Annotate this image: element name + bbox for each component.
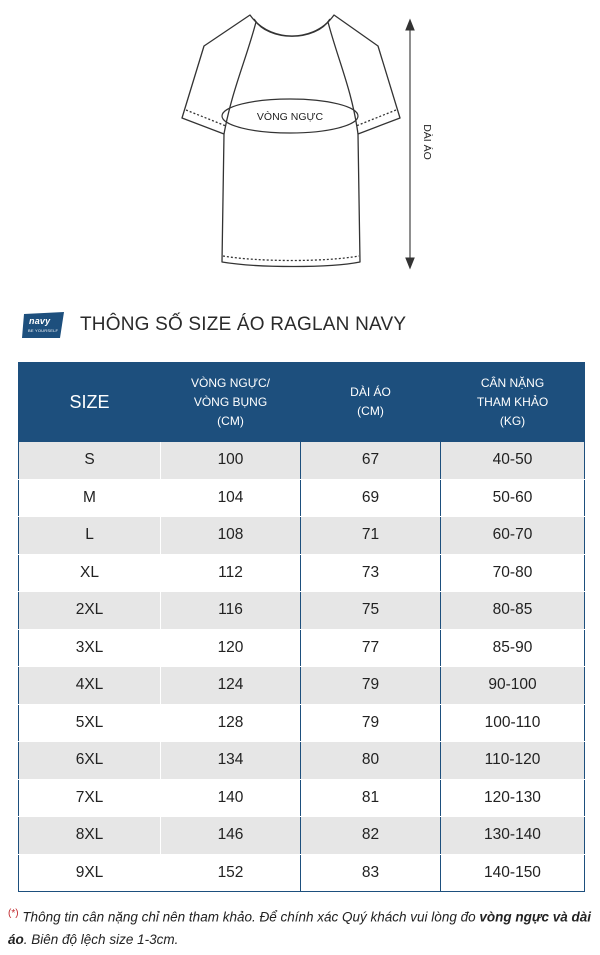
cell-weight: 110-120 [441,742,585,780]
table-row [19,817,585,855]
cell-size: S [19,442,161,479]
footnote [8,903,593,951]
cell-length: 71 [301,517,441,555]
chest-label: VÒNG NGỰC [256,111,324,123]
cell-length: 82 [301,817,441,855]
cell-weight: 80-85 [441,592,585,630]
table-row [19,554,585,592]
column-header-weight: CÂN NẶNG THAM KHẢO (KG) [441,362,585,442]
cell-chest: 104 [161,479,301,517]
table-row [19,854,585,892]
cell-weight: 70-80 [441,554,585,592]
cell-length: 75 [301,592,441,630]
cell-weight: 85-90 [441,629,585,667]
footnote-asterisk: (*) [8,908,19,919]
cell-chest: 140 [161,779,301,817]
cell-chest: 120 [161,629,301,667]
table-row [19,479,585,517]
tshirt-diagram [0,0,600,280]
cell-size: 8XL [19,817,161,855]
cell-length: 77 [301,629,441,667]
cell-size: 7XL [19,779,161,817]
cell-chest: 116 [161,592,301,630]
footnote-text-2: . Biên độ lệch size 1-3cm. [23,931,179,947]
size-chart-header [20,305,406,345]
cell-size: XL [19,554,161,592]
cell-size: M [19,479,161,517]
cell-length: 83 [301,854,441,892]
cell-chest: 100 [161,442,301,479]
cell-chest: 134 [161,742,301,780]
navy-logo [20,310,68,340]
tshirt-collar [254,19,330,36]
column-header-chest: VÒNG NGỰC/ VÒNG BỤNG (CM) [161,362,301,442]
table-row [19,592,585,630]
length-label: DÀI ÁO [421,124,433,160]
cell-size: 4XL [19,667,161,705]
cell-weight: 140-150 [441,854,585,892]
cell-weight: 100-110 [441,704,585,742]
cell-weight: 40-50 [441,442,585,479]
cell-length: 81 [301,779,441,817]
cell-chest: 128 [161,704,301,742]
raglan-seam-right [328,22,358,134]
table-row [19,667,585,705]
logo-subtext: BE YOURSELF [28,328,59,333]
cell-weight: 120-130 [441,779,585,817]
table-row [19,517,585,555]
column-header-length: DÀI ÁO (CM) [301,362,441,442]
tshirt-outline [182,15,400,267]
cell-size: 6XL [19,742,161,780]
cell-length: 73 [301,554,441,592]
column-header-size: SIZE [19,362,161,442]
cell-weight: 130-140 [441,817,585,855]
cell-size: L [19,517,161,555]
table-row [19,629,585,667]
cell-chest: 124 [161,667,301,705]
cell-chest: 146 [161,817,301,855]
footnote-bold: vòng ngực và dài áo [8,909,592,947]
footnote-text-1: Thông tin cân nặng chỉ nên tham khảo. Để chính xác Quý khách vui lòng đo [18,909,480,925]
page-title: THÔNG SỐ SIZE ÁO RAGLAN NAVY [80,314,407,335]
cell-size: 9XL [19,854,161,892]
table-row [19,442,585,479]
cell-size: 2XL [19,592,161,630]
logo-text: navy [29,316,51,326]
table-row [19,742,585,780]
cell-length: 79 [301,704,441,742]
raglan-seam-left [224,22,256,134]
cell-length: 79 [301,667,441,705]
cell-size: 5XL [19,704,161,742]
cell-chest: 108 [161,517,301,555]
cell-length: 67 [301,442,441,479]
cell-length: 69 [301,479,441,517]
table-row [19,704,585,742]
cell-chest: 152 [161,854,301,892]
table-header-row [19,362,585,442]
cell-weight: 60-70 [441,517,585,555]
cell-size: 3XL [19,629,161,667]
cell-weight: 90-100 [441,667,585,705]
cell-length: 80 [301,742,441,780]
cell-weight: 50-60 [441,479,585,517]
table-row [19,779,585,817]
size-table [18,362,585,892]
cell-chest: 112 [161,554,301,592]
